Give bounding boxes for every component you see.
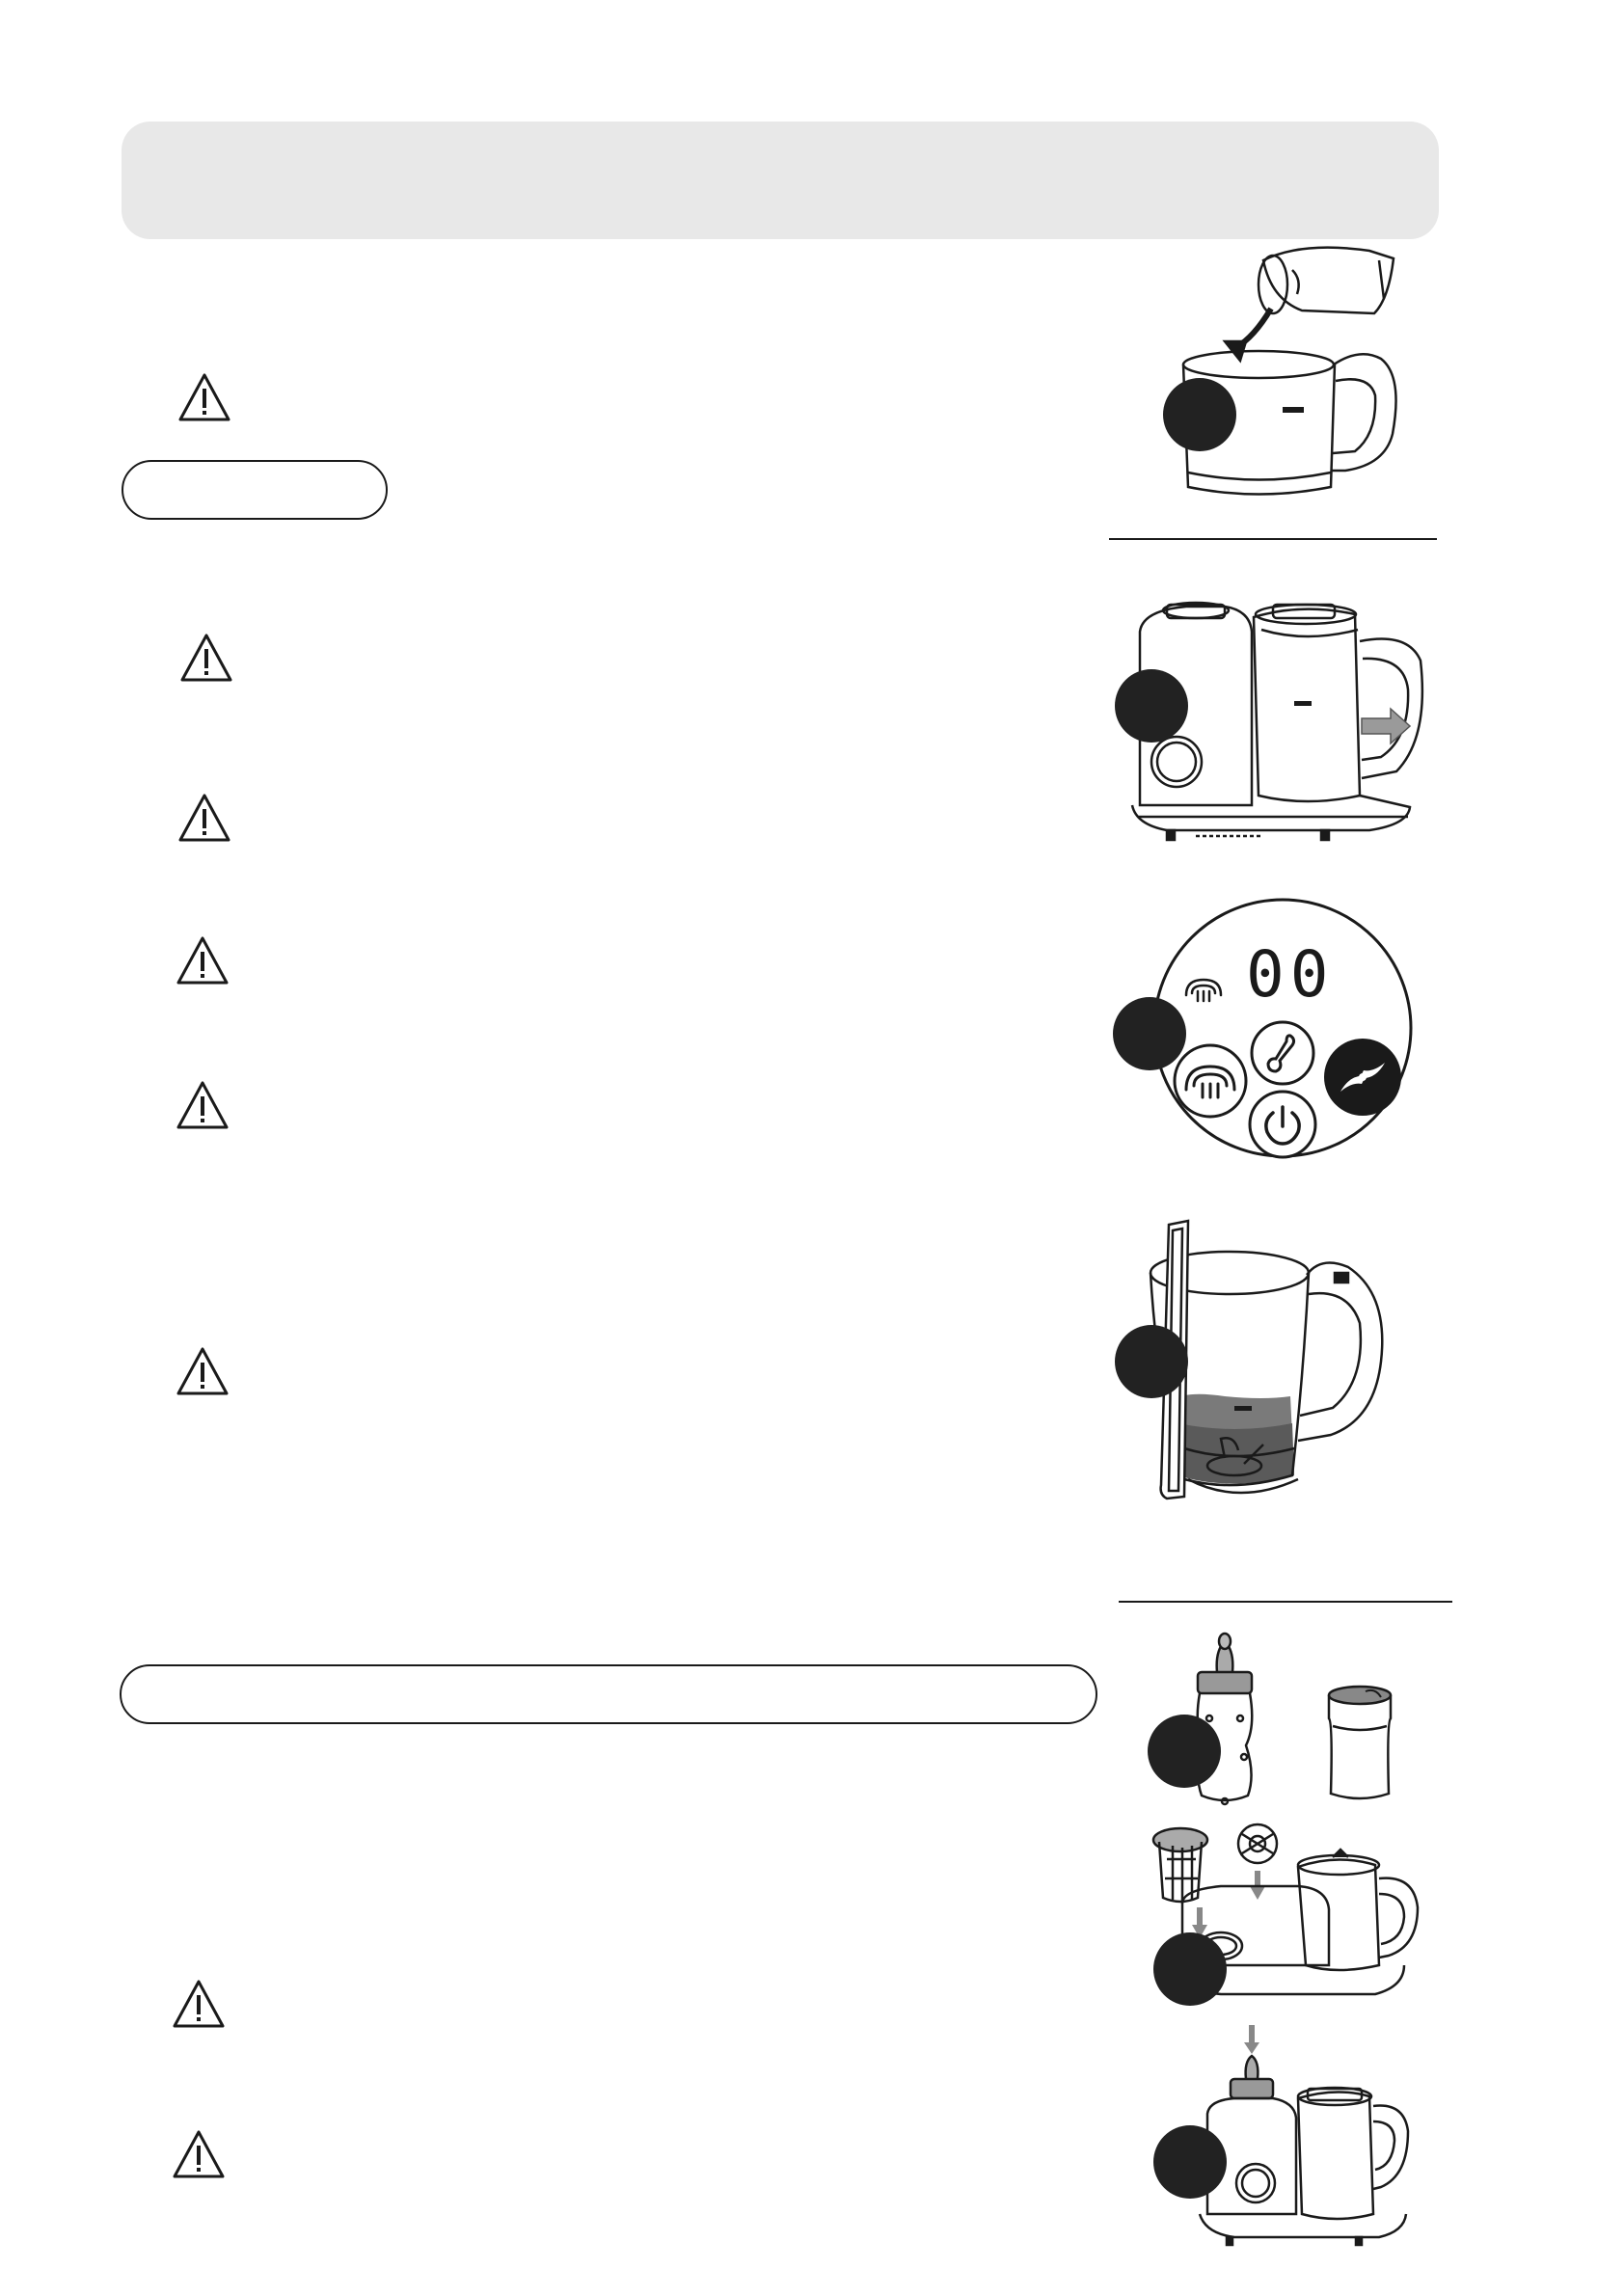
warning-triangle-icon — [177, 793, 231, 843]
figure-divider — [1119, 1601, 1452, 1603]
warning-triangle-icon — [177, 372, 231, 422]
warning-triangle-icon — [172, 1979, 226, 2029]
step-number-badge — [1113, 997, 1186, 1070]
timer-display: 00 — [1246, 937, 1335, 1012]
step-number-badge — [1148, 1715, 1221, 1788]
step-number-badge — [1115, 1325, 1188, 1398]
figure-divider — [1109, 538, 1437, 540]
warning-triangle-icon — [172, 2129, 226, 2179]
step-number-badge — [1163, 378, 1236, 451]
figure-bottle-jar — [1177, 1630, 1427, 1813]
warning-triangle-icon — [176, 1080, 230, 1130]
steam-button[interactable] — [1171, 1041, 1250, 1121]
step-number-badge — [1153, 2125, 1227, 2199]
power-button[interactable] — [1246, 1088, 1319, 1161]
section-header-band — [122, 122, 1439, 239]
warning-triangle-icon — [176, 935, 230, 986]
step-number-badge — [1153, 1932, 1227, 2006]
blend-button[interactable] — [1321, 1036, 1404, 1119]
figure-jug-lid — [1157, 241, 1447, 501]
step-number-badge — [1115, 669, 1188, 743]
section-heading-pill — [122, 460, 388, 520]
steam-icon — [1182, 974, 1225, 1005]
thermometer-button[interactable] — [1248, 1018, 1317, 1088]
section-heading-pill-wide — [120, 1664, 1097, 1724]
warning-triangle-icon — [179, 633, 233, 683]
warning-triangle-icon — [176, 1346, 230, 1396]
